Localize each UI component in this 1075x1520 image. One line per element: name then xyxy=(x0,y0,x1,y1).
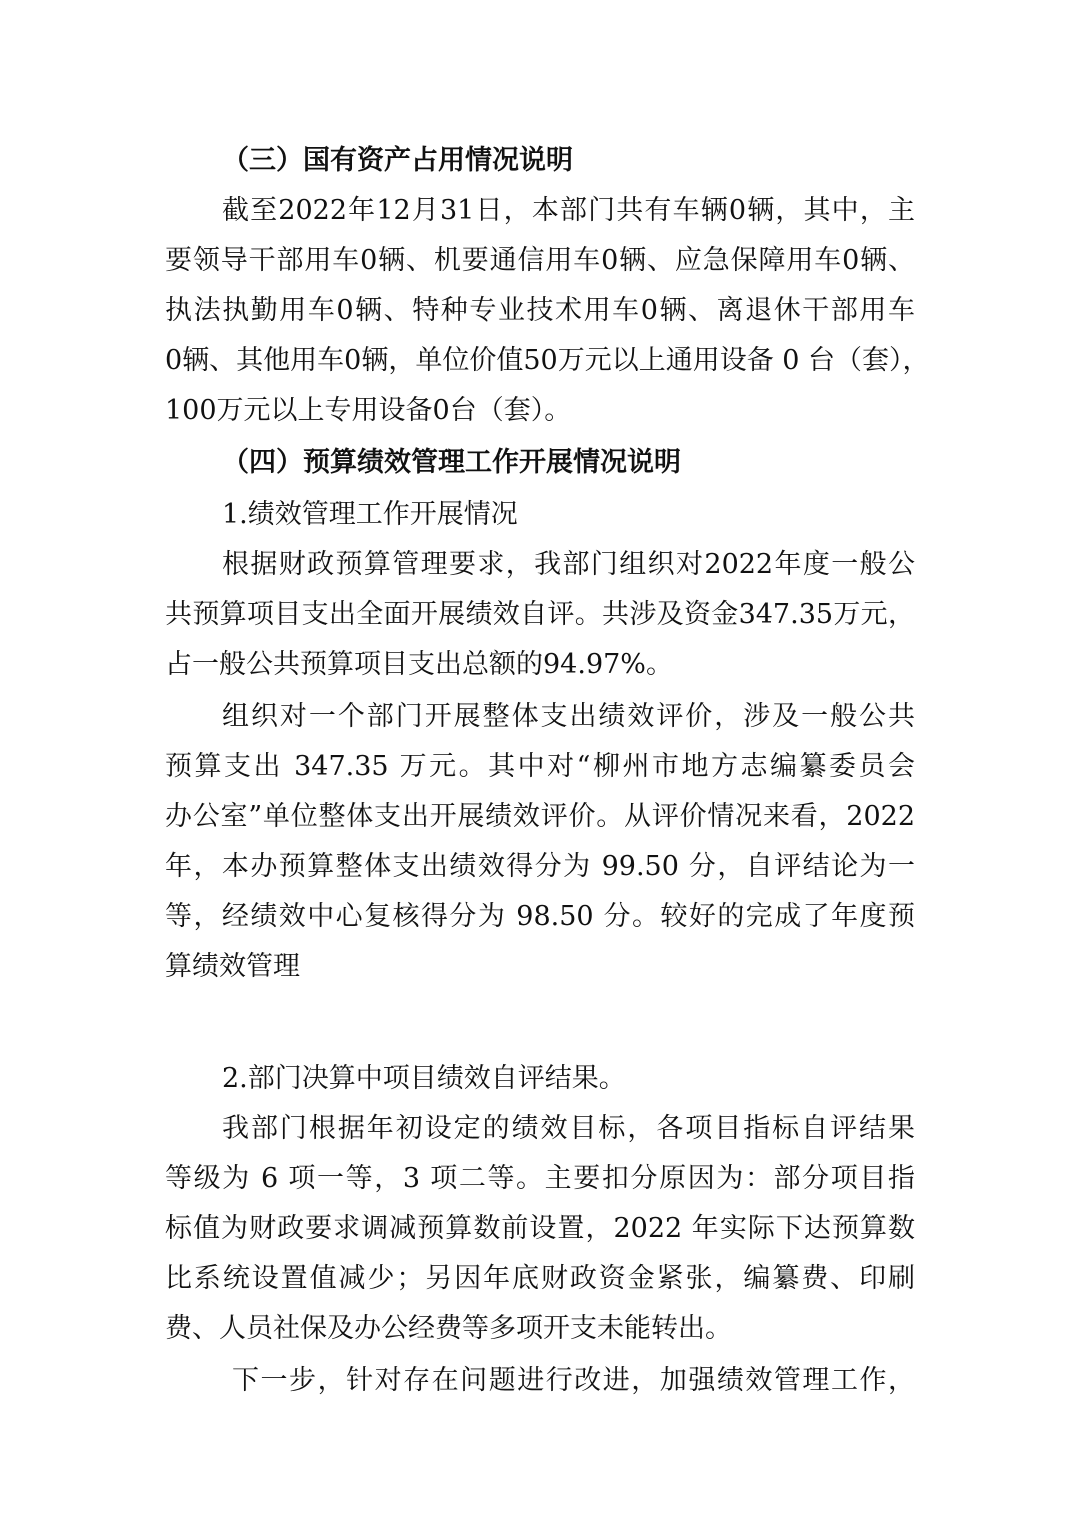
section-3-line-3: 执法执勤用车0辆、特种专业技术用车0辆、离退休干部用车 xyxy=(165,295,915,326)
section-3-line-5: 100万元以上专用设备0台（套）。 xyxy=(165,395,572,426)
para-3-line-4: 比系统设置值减少；另因年底财政资金紧张，编纂费、印刷 xyxy=(165,1263,915,1294)
para-3-line-1: 我部门根据年初设定的绩效目标，各项目指标自评结果 xyxy=(222,1113,915,1144)
para-3-line-2: 等级为 6 项一等，3 项二等。主要扣分原因为：部分项目指 xyxy=(165,1163,915,1194)
subheading-2: 2.部门决算中项目绩效自评结果。 xyxy=(222,1063,626,1094)
section-3-heading: （三）国有资产占用情况说明 xyxy=(222,145,573,176)
section-3-line-2: 要领导干部用车0辆、机要通信用车0辆、应急保障用车0辆、 xyxy=(165,245,915,276)
section-4-heading: （四）预算绩效管理工作开展情况说明 xyxy=(222,447,681,478)
para-2-line-6: 算绩效管理 xyxy=(165,951,300,982)
para-4-line-1: 下一步，针对存在问题进行改进，加强绩效管理工作， xyxy=(232,1365,915,1396)
subheading-1: 1.绩效管理工作开展情况 xyxy=(222,499,518,530)
para-1-line-2: 共预算项目支出全面开展绩效自评。共涉及资金347.35万元， xyxy=(165,599,915,630)
para-3-line-5: 费、人员社保及办公经费等多项开支未能转出。 xyxy=(165,1313,732,1344)
para-2-line-4: 年，本办预算整体支出绩效得分为 99.50 分，自评结论为一 xyxy=(165,851,915,882)
section-3-line-4: 0辆、其他用车0辆，单位价值50万元以上通用设备 0 台（套）， xyxy=(165,345,930,376)
para-1-line-1: 根据财政预算管理要求，我部门组织对2022年度一般公 xyxy=(222,549,915,580)
para-3-line-3: 标值为财政要求调减预算数前设置，2022 年实际下达预算数 xyxy=(165,1213,915,1244)
para-2-line-2: 预算支出 347.35 万元。其中对“柳州市地方志编纂委员会 xyxy=(165,751,915,782)
para-2-line-3: 办公室”单位整体支出开展绩效评价。从评价情况来看，2022 xyxy=(165,801,915,832)
para-1-line-3: 占一般公共预算项目支出总额的94.97%。 xyxy=(165,649,673,680)
para-2-line-5: 等，经绩效中心复核得分为 98.50 分。较好的完成了年度预 xyxy=(165,901,915,932)
para-2-line-1: 组织对一个部门开展整体支出绩效评价，涉及一般公共 xyxy=(222,701,915,732)
section-3-line-1: 截至2022年12月31日，本部门共有车辆0辆，其中，主 xyxy=(222,195,915,226)
